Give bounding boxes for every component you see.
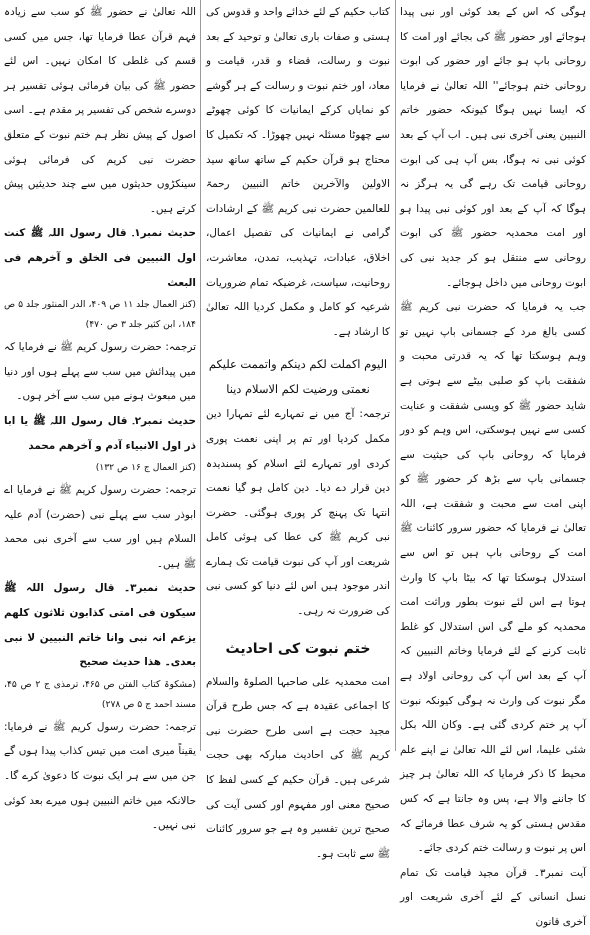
citation: (کنز العمال ج ۱۶ ص ۱۳۲) [95, 462, 196, 474]
paragraph: جب یہ فرمایا کہ حضرت نبی کریم ﷺ کسی بالغ مرد کے جسمانی باپ نہیں تو وہم ہوسکتا تھا کہ یہ قدرتی محبت و شفقت باپ کو صلبی بیٹے سے ہوتی ہے شاید حضور ﷺ کو ویسی شفقت و عنایت کسی سے نہیں ہوسکتی، اس وہم کو دور فرمایا کہ روحانی باپ کی حیثیت سے جسمانی باپ سے بڑھ کر حضور ﷺ کو اپنی امت سے محبت و شفقت ہے، اللہ تعالیٰ نے فرمایا کہ حضور سرور کائنات ﷺ امت کے روحانی باپ ہیں تو اس سے استدلال ہوسکتا تھا کہ بیٹا باپ کا وارث ہوتا ہے اس لئے نبوت بطور وراثت امت محمدیہ کو ملے گی اس استدلال کو غلط ثابت کرنے کے لئے فرمایا وخاتم النبیین کہ آپ کے بعد اس آپ کی روحانی اولاد ہے مگر نبوت کی وارث نہ ہوگی کیونکہ نبوت آپ پر ختم کردی گئی ہے۔ وکان اللہ بکل شئی علیما، اس لئے اللہ تعالیٰ نے اپنے علم محیط کا ذکر فرمایا کہ اللہ تعالیٰ ہر چیز کا جاننے والا ہے، پس وہ جانتا ہے کہ کس مقدس ہستی کو یہ شرف عطا فرمائے کہ اس پر نبوت و رسالت ختم کردی جائے۔ [400, 301, 586, 855]
paragraph: امت محمدیہ علی صاحبہا الصلوۃ والسلام کا اجماعی عقیدہ ہے کہ جس طرح قرآن مجید حجت ہے اسی طرح حضرت نبی کریم ﷺ کی احادیث مبارکہ بھی حجت شرعی ہیں۔ قرآن حکیم کے کسی لفظ کا صحیح معنی اور مفہوم اور کسی آیت کی صحیح ترین تفسیر وہ ہے جو سرور کائنات ﷺ سے ثابت ہو۔ [206, 675, 390, 860]
citation: (مشکوۃ کتاب الفتن ص ۴۶۵، ترمذی ج ۲ ص ۴۵، مسند احمد ج ۵ ص ۲۷۸) [4, 678, 196, 710]
paragraph: اللہ تعالیٰ نے حضور ﷺ کو سب سے زیادہ فہم قرآن عطا فرمایا تھا، جس میں کسی قسم کی غلطی کا امکان نہیں۔ اس لئے حضور ﷺ کی بیان فرمائی ہوئی تفسیر ہر دوسرے شخص کی تفسیر پر مقدم ہے۔ اسی اصول کے پیش نظر ہم ختم نبوت کے متعلق حضرت نبی کریم کی فرمائی ہوئی سینکڑوں حدیثوں میں سے چند حدیثیں پیش کرتے ہیں۔ [4, 6, 196, 215]
hadith-text: حدیث نمبر۳۔ قال رسول اللہ ﷺ سیکون فی امتی کذابون ثلاثون کلھم یزعم انہ نبی وانا خاتم النبیین لا نبی بعدی۔ ھذا حدیث صحیح [4, 582, 196, 669]
column-middle [206, 0, 390, 860]
translation-paragraph: ترجمہ: حضرت رسول کریم ﷺ نے فرمایا اے ابوذر سب سے پہلے نبی (حضرت) آدم علیہ السلام ہیں اور سب سے آخری نبی محمد ﷺ ہیں۔ [4, 484, 196, 570]
column-left [4, 0, 197, 832]
translation-paragraph: ترجمہ: آج میں نے تمہارے لئے تمہارا دین مکمل کردیا اور تم پر اپنی نعمت پوری کردی اور تمہارے لئے اسلام کو پسندیدہ دین قرار دے دیا۔ دین کامل ہو گیا نعمت انتہا تک پہنچ کر پوری ہوگئی۔ حضرت نبی کریم ﷺ کی عطا کی ہوئی کامل شریعت اور آپ کی نبوت قیامت تک ہمارے اندر موجود ہیں اس لئے دنیا کو کسی نبی کی ضرورت نہ رہی۔ [206, 408, 390, 618]
citation: (کنز العمال جلد ۱۱ ص ۴۰۹، الدر المنثور جلد ۵ ص ۱۸۴، ابن کثیر جلد ۳ ص ۴۷۰) [4, 299, 196, 331]
column-right [400, 0, 586, 928]
paragraph: کتاب حکیم کے لئے خدائے واحد و قدوس کی ہستی و صفات باری تعالیٰ و توحید کے بعد نبوت و رسالت، قضاء و قدر، قیامت و معاد، اور ختم نبوت و رسالت کے ہر گوشے کو نمایاں کرکے ایمانیات کا کوئی چھوٹے سے چھوٹا مسئلہ نہیں چھوڑا۔ کہ تکمیل کا محتاج ہو قرآن حکیم کے ساتھ ساتھ سید الاولین والآخرین خاتم النبیین رحمۃ للعالمین حضرت نبی کریم ﷺ کے ارشادات گرامی نے ایمانیات کی تفصیل اعمال، اخلاق، عبادات، تہذیب، تمدن، معاشرت، روحانیت، سیاست، غرضیکہ تمام ضروریات شرعیہ کو کامل و مکمل کردیا اللہ تعالیٰ کا ارشاد ہے۔ [206, 6, 390, 338]
section-heading: ختم نبوت کی احادیث [225, 640, 371, 657]
paragraph: آیت نمبر۳۔ قرآن مجید قیامت تک تمام نسل انسانی کے لئے آخری شریعت اور آخری قانون [400, 866, 586, 928]
column-divider-left [200, 0, 201, 751]
hadith-text: حدیث نمبر۱۔ قال رسول اللہ ﷺ کنت اول النبیین فی الخلق و آخرھم فی البعث [4, 227, 196, 289]
column-divider-right [395, 0, 396, 751]
translation-paragraph: ترجمہ: حضرت رسول کریم ﷺ نے فرمایا کہ میں پیدائش میں سب سے پہلے ہوں اور دنیا میں مبعوث ہونے میں سب سے آخر ہوں۔ [4, 341, 196, 403]
quran-verse: الیوم اکملت لکم دینکم واتممت علیکم نعمتی ورضیت لکم الاسلام دینا [208, 357, 388, 397]
paragraph: ہوگی کہ اس کے بعد کوئی اور نبی پیدا ہوجائے اور حضور ﷺ کی بجائے اور امت کا روحانی باپ ہو جائے اور حضور کی ابوت روحانی ختم ہوجائے'' اللہ تعالیٰ نے فرمایا کہ ایسا نہیں ہوگا کیونکہ حضور خاتم النبیین یعنی آخری نبی ہیں۔ اب آپ کے بعد کوئی نبی نہ ہوگا، بس آپ ہی کی ابوت روحانی قیامت تک رہے گی یہ ہرگز نہ ہوگا کہ آپ کے بعد اور کوئی نبی پیدا ہو اور امت محمدیہ حضور ﷺ کی ابوت روحانی سے منتقل ہو کر جدید نبی کی ابوت روحانی میں داخل ہوجائے۔ [400, 6, 586, 289]
hadith-text: حدیث نمبر۲۔ قال رسول اللہ ﷺ یا ابا ذر اول الانبیاء آدم و آخرھم محمد [4, 414, 197, 452]
translation-paragraph: ترجمہ: حضرت رسول کریم ﷺ نے فرمایا: یقیناً میری امت میں تیس کذاب پیدا ہوں گے جن میں سے ہر ایک نبوت کا دعویٰ کرے گا۔ حالانکہ میں خاتم النبیین ہوں میرے بعد کوئی نبی نہیں۔ [4, 720, 196, 832]
